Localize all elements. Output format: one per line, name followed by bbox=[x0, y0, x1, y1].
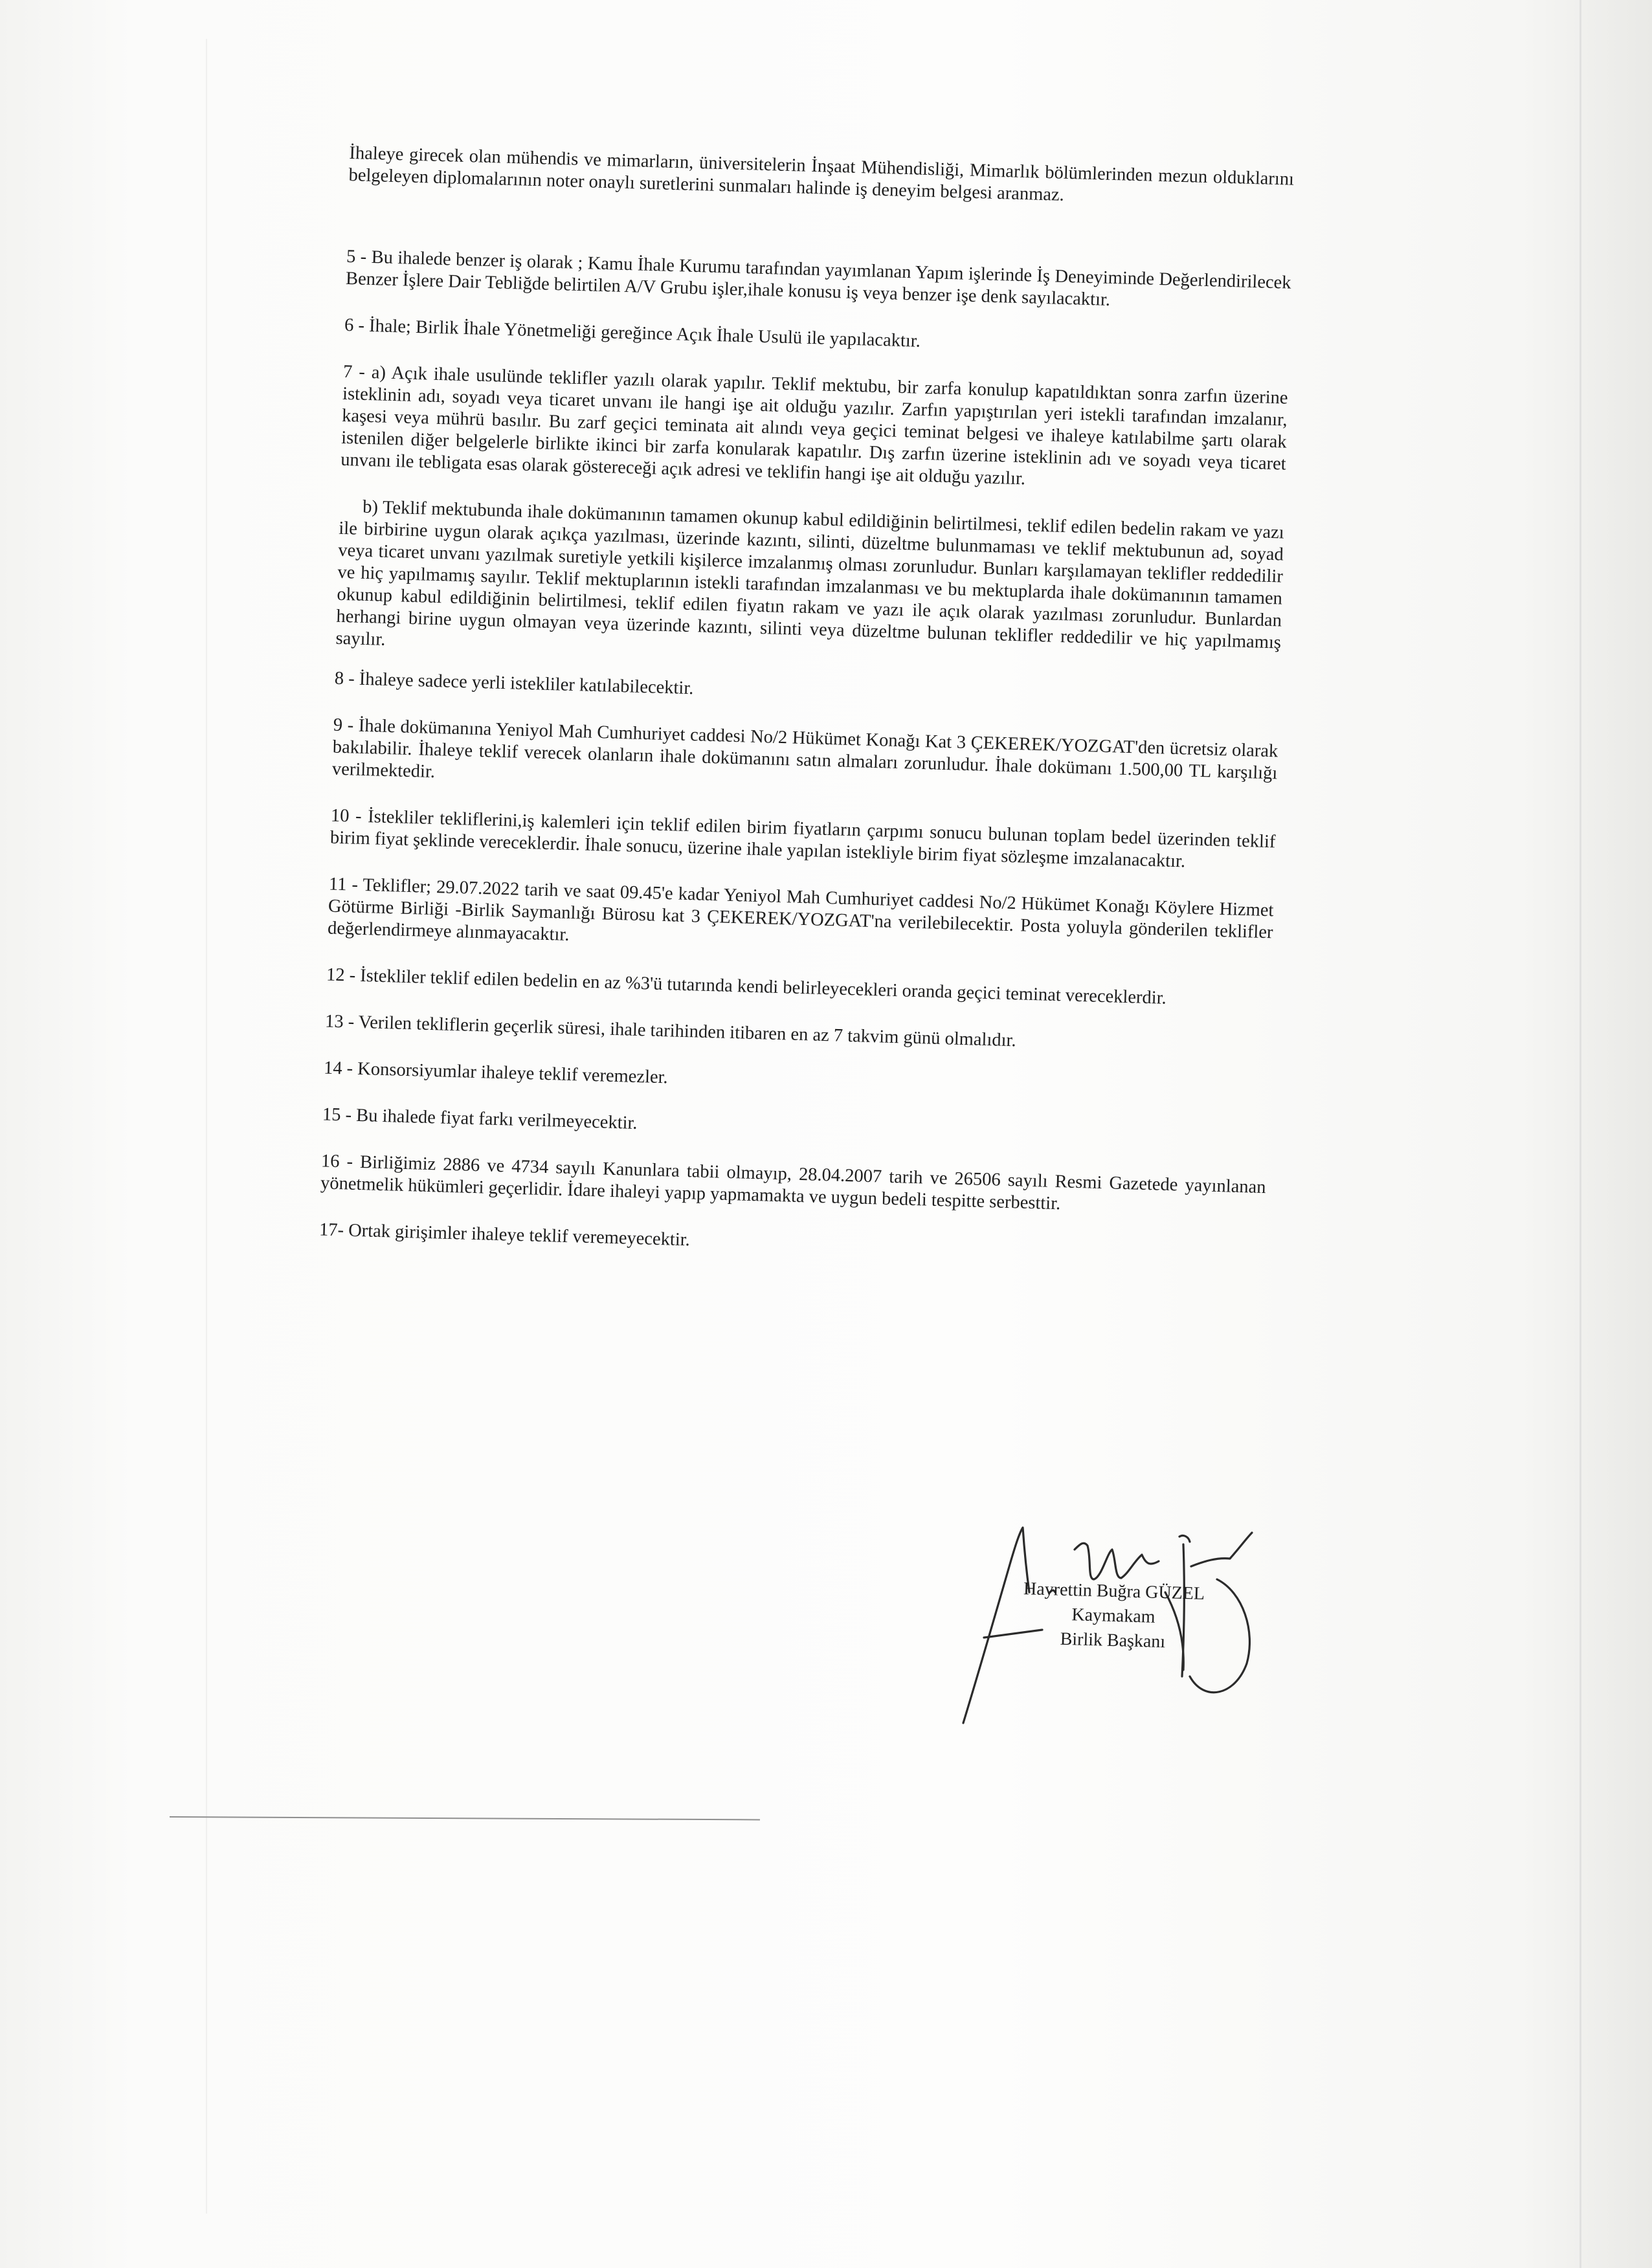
signer-name: Hayrettin Buğra GÜZEL bbox=[1023, 1579, 1205, 1604]
paragraph-10-unit-price: 10 - İstekliler tekliflerini,iş kalemleri için teklif edilen birim fiyatların çarpımı sonucu bulunan toplam bedel üzerinden teklif birim fiyat şeklinde vereceklerdir. İhale sonucu, üzerine ihale yapılan istekliyle birim fiyat sözleşme imzalanacaktır. bbox=[329, 805, 1276, 872]
paragraph-8-domestic-bidders: 8 - İhaleye sadece yerli istekliler katılabilecektir. bbox=[334, 668, 694, 699]
signer-role: Birlik Başkanı bbox=[1060, 1629, 1166, 1652]
paragraph-17-joint-venture: 17- Ortak girişimler ihaleye teklif veremeyecektir. bbox=[318, 1219, 691, 1251]
document-body bbox=[318, 142, 1295, 1292]
paragraph-12-guarantee: 12 - İstekliler teklif edilen bedelin en az %3'ü tutarında kendi belirleyecekleri oranda geçici teminat vereceklerdir. bbox=[326, 964, 1167, 1008]
paragraph-6-procedure: 6 - İhale; Birlik İhale Yönetmeliği gereğince Açık İhale Usulü ile yapılacaktır. bbox=[344, 315, 921, 351]
paragraph-15-price-difference: 15 - Bu ihalede fiyat farkı verilmeyecektir. bbox=[322, 1104, 638, 1133]
paragraph-5-similar-work: 5 - Bu ihalede benzer iş olarak ; Kamu İhale Kurumu tarafından yayımlanan Yapım işlerinde İş Deneyiminde Değerlendirilecek Benzer İşlere Dair Tebliğde belirtilen A/V Grubu işler,ihale konusu iş veya benzer işe denk sayılacaktır. bbox=[345, 246, 1291, 310]
paragraph-14-consortium: 14 - Konsorsiyumlar ihaleye teklif veremezler. bbox=[323, 1058, 669, 1088]
page-fold-shadow-left bbox=[206, 39, 207, 2214]
paragraph-16-legislation: 16 - Birliğimiz 2886 ve 4734 sayılı Kanunlara tabii olmayıp, 28.04.2007 tarih ve 26506 sayılı Resmi Gazetede yayınlanan yönetmelik hükümleri geçerlidir. İdare ihaleyi yapıp yapmamakta ve uygun bedeli tespitte serbesttir. bbox=[320, 1151, 1266, 1214]
bottom-divider bbox=[170, 1816, 760, 1820]
paragraph-7a-open-tender: 7 - a) Açık ihale usulünde teklifler yazılı olarak yapılır. Teklif mektubu, bir zarfa konulup kapatıldıktan sonra zarfın üzerine isteklinin adı, soyadı veya ticaret unvanı ile hangi işe ait olduğu yazılır. Zarfın yapıştırılan yeri istekli tarafından imzalanır, kaşesi veya mührü basılır. Bu zarf geçici teminata ait alındı veya geçici teminat belgesi ve ihaleye katılabilme şartı olarak istenilen diğer belgelerle birlikte ikinci bir zarfa konularak kapatılır. Dış zarfın üzerine isteklinin adı ve soyadı veya ticaret unvanı ile tebligata esas olarak göstereceği açık adresi ve teklifin hangi işe ait olduğu yazılır. bbox=[340, 361, 1288, 489]
paragraph-11-submission: 11 - Teklifler; 29.07.2022 tarih ve saat 09.45'e kadar Yeniyol Mah Cumhuriyet caddesi No/2 Hükümet Konağı Köylere Hizmet Götürme Birliği -Birlik Saymanlığı Bürosu kat 3 ÇEKEREK/YOZGAT'na verilebilecektir. Posta yoluyla gönderilen teklifler değerlendirmeye alınmayacaktır. bbox=[327, 874, 1274, 945]
signer-info bbox=[976, 1575, 1250, 1657]
paragraph-diploma-note: İhaleye girecek olan mühendis ve mimarların, üniversitelerin İnşaat Mühendisliği, Mimarlık bölümlerinden mezun olduklarını belgeleyen diplomalarının noter onaylı suretlerini sunmaları halinde iş deneyim belgesi aranmaz. bbox=[348, 142, 1295, 205]
paragraph-7b-offer-letter: b) Teklif mektubunda ihale dokümanının tamamen okunup kabul edildiğinin belirtilmesi, teklif edilen bedelin rakam ve yazı ile birbirine uygun olarak açıkça yazılması, üzerinde kazıntı, silinti, düzeltme bulunmaması ve teklif mektubunun ad, soyad veya ticaret unvanı yazılmak suretiyle yetkili kişilerce imzalanmış olması zorunludur. Bunları karşılamayan teklifler reddedilir ve hiç yapılmamış sayılır. Teklif mektuplarının istekli tarafından imzalanması ve bu mektuplarda ihale dokümanının tamamen okunup kabul edildiğinin belirtilmesi, teklif edilen fiyatın rakam ve yazı ile açık olarak yazılması zorunludur. Bunlardan herhangi birine uygun olmayan veya üzerinde kazıntı, silinti veya düzeltme bulunan teklifler reddedilir ve hiç yapılmamış sayılır. bbox=[335, 496, 1285, 653]
signer-title: Kaymakam bbox=[1071, 1605, 1155, 1627]
signature-block bbox=[880, 1482, 1295, 1741]
page-fold-shadow-right bbox=[1579, 0, 1581, 2268]
paragraph-9-tender-documents: 9 - İhale dokümanına Yeniyol Mah Cumhuriyet caddesi No/2 Hükümet Konağı Kat 3 ÇEKEREK/YOZGAT'den ücretsiz olarak bakılabilir. İhaleye teklif verecek olanların ihale dokümanını satın almaları zorunludur. İhale dokümanı 1.500,00 TL karşılığı verilmektedir. bbox=[331, 715, 1278, 784]
paragraph-13-validity: 13 - Verilen tekliflerin geçerlik süresi, ihale tarihinden itibaren en az 7 takvim günü olmalıdır. bbox=[324, 1011, 1016, 1051]
